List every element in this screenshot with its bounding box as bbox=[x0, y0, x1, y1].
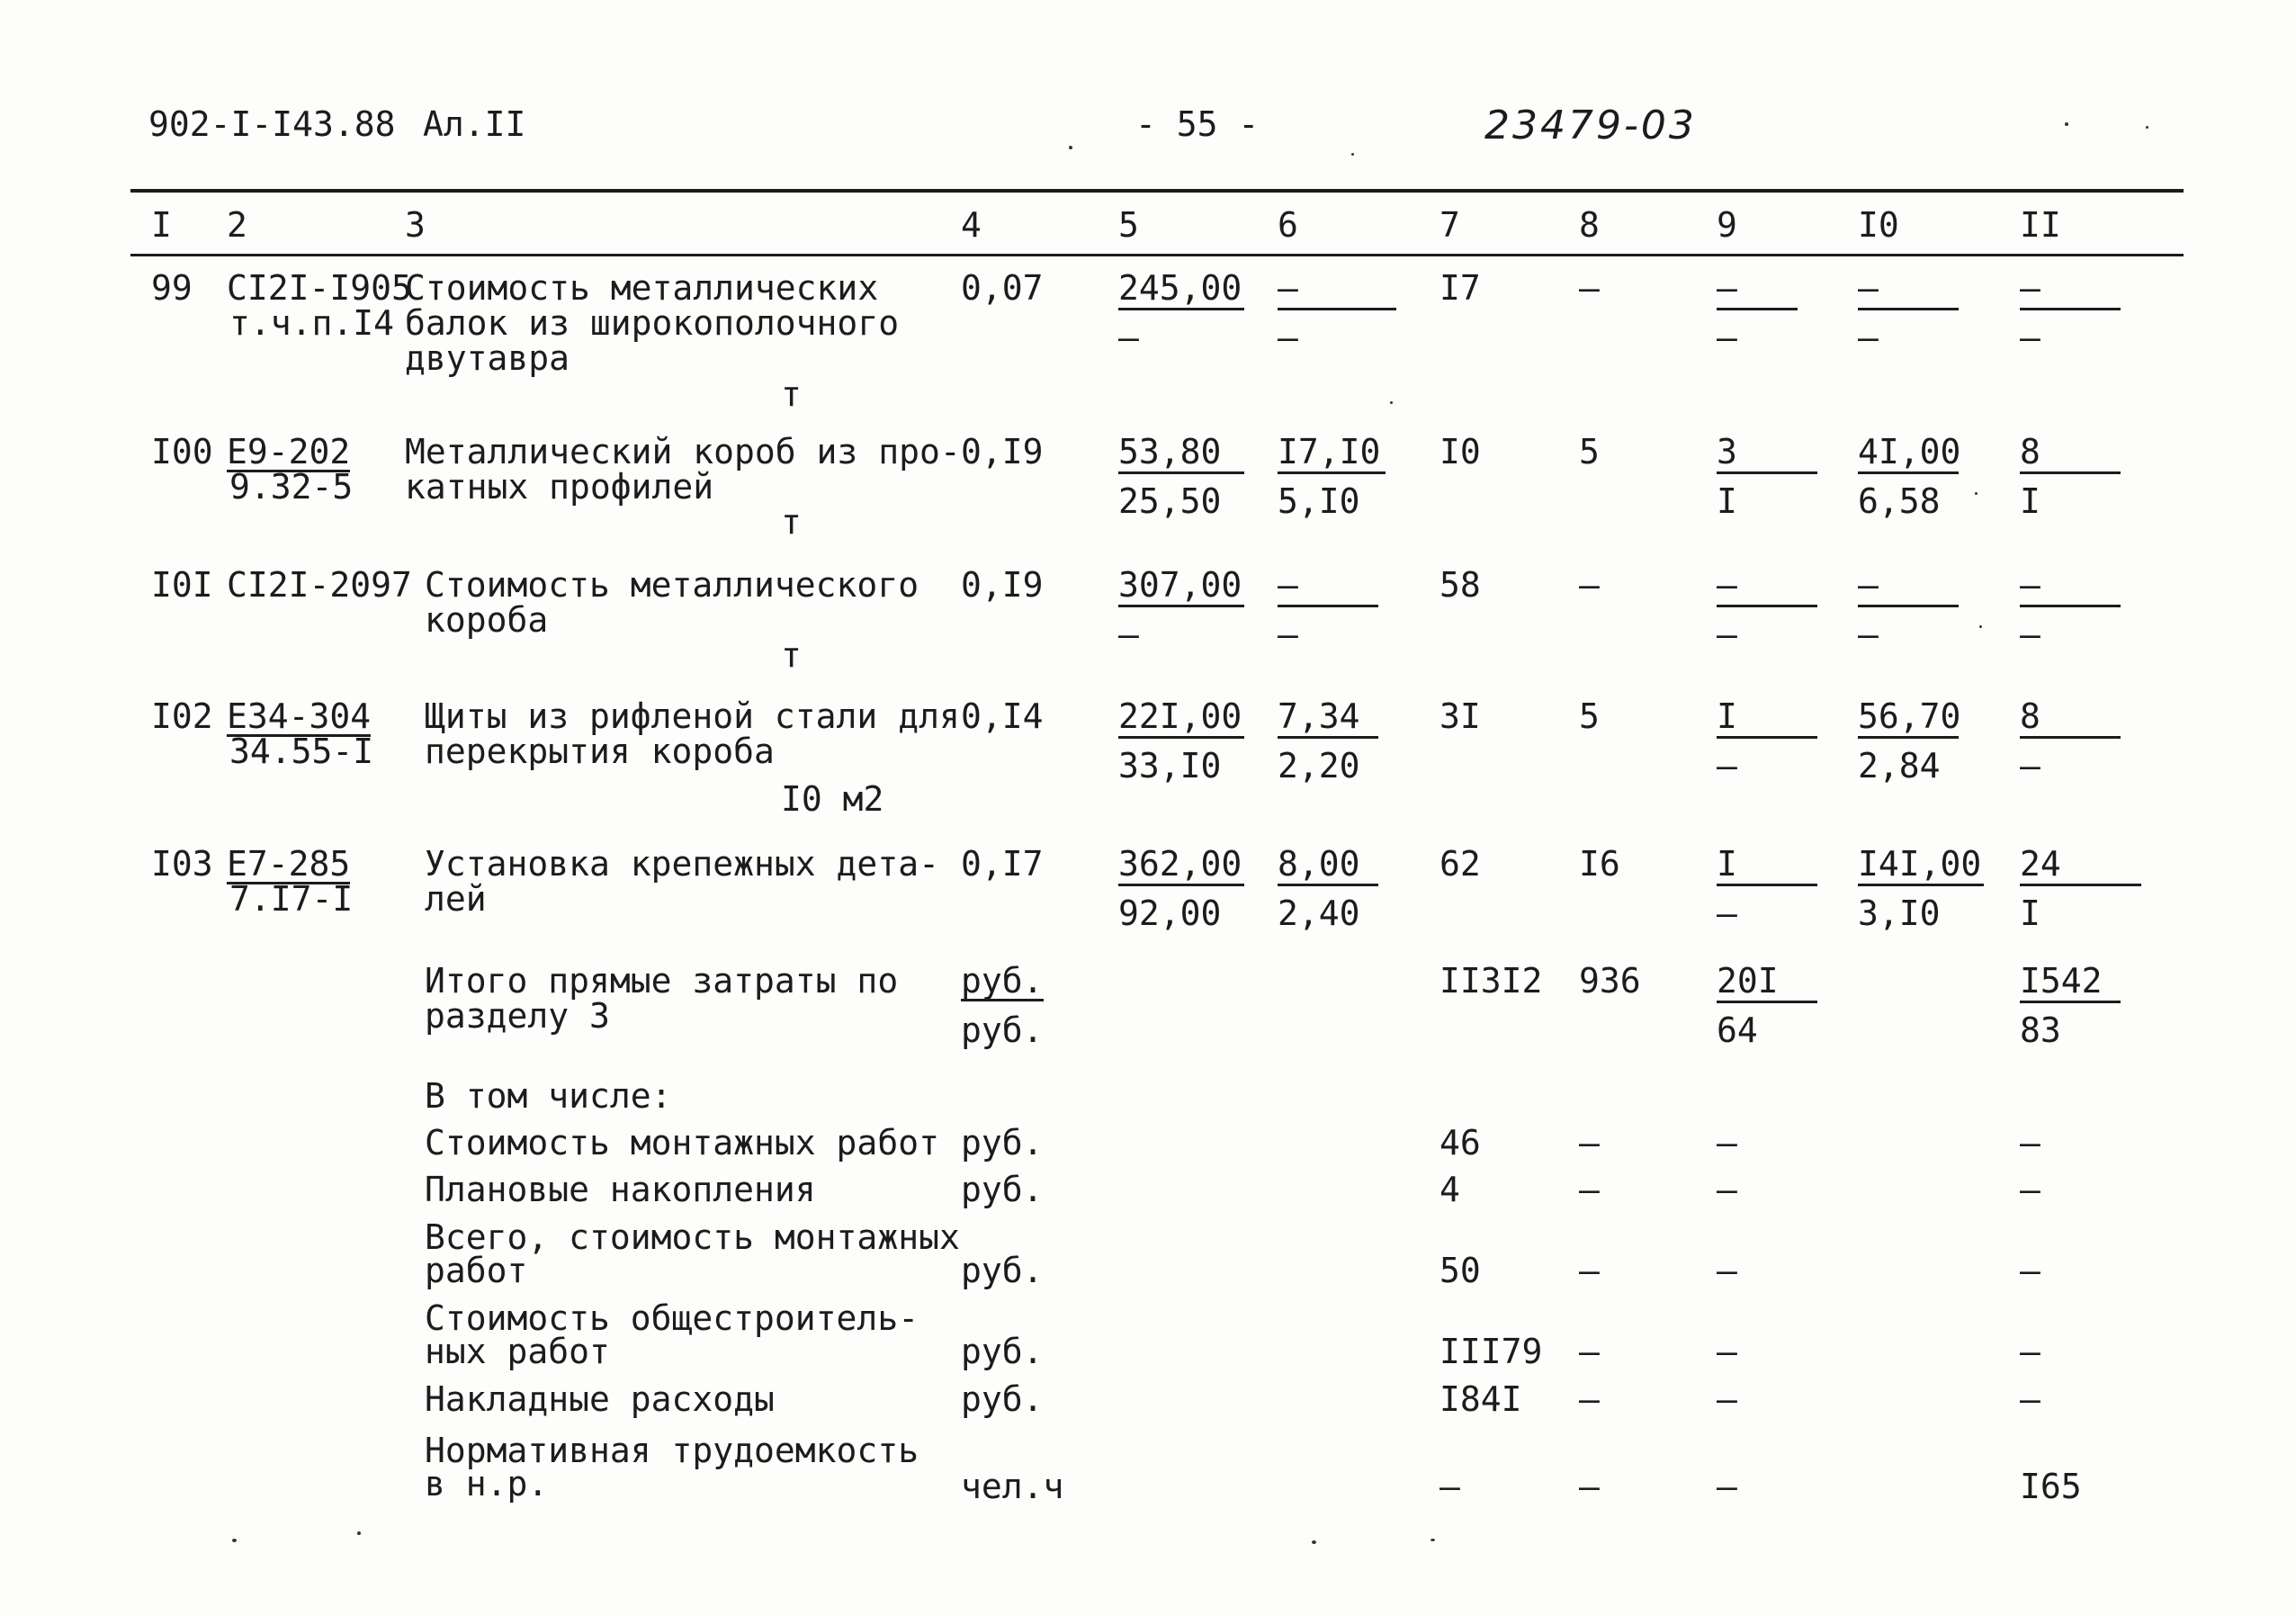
row-description: Стоимость металлического bbox=[425, 565, 919, 605]
row-quantity: 0,I7 bbox=[961, 844, 1044, 884]
total-col7: II3I2 bbox=[1439, 961, 1543, 1001]
cell-col8: 5 bbox=[1579, 432, 1600, 471]
cell-col6: $\frac{8,00}{2,40}$ bbox=[1278, 846, 1378, 931]
summary-col8: – bbox=[1579, 1467, 1600, 1506]
summary-col11: I65 bbox=[2020, 1467, 2082, 1506]
album-label: Ал.II bbox=[423, 104, 526, 144]
row-description: балок из широкополочного bbox=[405, 303, 900, 343]
col-header-8: 8 bbox=[1579, 205, 1600, 245]
cell-col8: 5 bbox=[1579, 696, 1600, 736]
cell-col5: 307,00 – bbox=[1118, 567, 1244, 652]
cell-col7: 58 bbox=[1439, 565, 1481, 605]
cell-col9: I – bbox=[1717, 846, 1817, 931]
summary-unit: руб. bbox=[961, 1379, 1044, 1419]
summary-col9: – bbox=[1717, 1467, 1737, 1506]
row-unit: т bbox=[781, 502, 802, 542]
scan-speck bbox=[2065, 122, 2068, 126]
col-header-3: 3 bbox=[405, 205, 426, 245]
table-header-rule bbox=[130, 254, 2184, 256]
total-description: Итого прямые затраты по bbox=[425, 961, 899, 1001]
summary-col7: 46 bbox=[1439, 1123, 1481, 1163]
scan-speck bbox=[1390, 401, 1393, 404]
cell-col11: 8 – bbox=[2020, 698, 2121, 784]
cell-col7: 62 bbox=[1439, 844, 1481, 884]
scan-speck bbox=[1312, 1540, 1316, 1544]
summary-col9: – bbox=[1717, 1332, 1737, 1371]
row-quantity: 0,I4 bbox=[961, 696, 1044, 736]
summary-col7: 50 bbox=[1439, 1251, 1481, 1290]
cell-col7: 3I bbox=[1439, 696, 1481, 736]
cell-col9: I – bbox=[1717, 698, 1817, 784]
row-quantity: 0,I9 bbox=[961, 432, 1044, 471]
summary-col9: – bbox=[1717, 1170, 1737, 1209]
row-description: лей bbox=[425, 879, 487, 919]
summary-col11: – bbox=[2020, 1379, 2040, 1419]
row-code-ref: 7.I7-I bbox=[229, 879, 354, 919]
row-unit: т bbox=[781, 374, 802, 414]
total-description: разделу 3 bbox=[425, 996, 610, 1036]
cell-col8: – bbox=[1579, 565, 1600, 605]
scan-speck bbox=[1979, 625, 1982, 628]
row-number: I00 bbox=[151, 432, 213, 471]
summary-col7: III79 bbox=[1439, 1332, 1543, 1371]
scan-speck bbox=[1975, 492, 1978, 495]
scan-speck bbox=[1351, 153, 1354, 156]
row-code: Е7-285 bbox=[227, 844, 351, 884]
row-description: Стоимость металлических bbox=[405, 268, 879, 308]
row-code-ref: 9.32-5 bbox=[229, 467, 354, 507]
total-unit: руб. bbox=[961, 961, 1044, 1001]
cell-col5: $\frac{22I,00}{33,I0}$ bbox=[1118, 698, 1244, 784]
summary-col11: – bbox=[2020, 1332, 2040, 1371]
summary-col8: – bbox=[1579, 1123, 1600, 1163]
row-description: Щиты из рифленой стали для bbox=[425, 696, 960, 736]
cell-col6: $\frac{7,34}{2,20}$ bbox=[1278, 698, 1378, 784]
row-quantity: 0,07 bbox=[961, 268, 1044, 308]
col-header-4: 4 bbox=[961, 205, 982, 245]
cell-col9: – – bbox=[1717, 567, 1817, 652]
row-code: CI2I-2097 bbox=[227, 565, 412, 605]
cell-col11: $\frac{8}{I}$ bbox=[2020, 434, 2121, 519]
cell-col11: – – bbox=[2020, 270, 2121, 355]
cell-col5: $\frac{53,80}{25,50}$ bbox=[1118, 434, 1244, 519]
summary-col7: I84I bbox=[1439, 1379, 1522, 1419]
row-code-ref: 34.55-I bbox=[229, 732, 374, 771]
cell-col10: – – bbox=[1858, 567, 1959, 652]
col-header-9: 9 bbox=[1717, 205, 1737, 245]
summary-col9: – bbox=[1717, 1251, 1737, 1290]
summary-unit: руб. bbox=[961, 1123, 1044, 1163]
summary-unit: руб. bbox=[961, 1332, 1044, 1371]
total-col8: 936 bbox=[1579, 961, 1641, 1001]
total-unit: руб. bbox=[961, 1010, 1044, 1050]
summary-unit: чел.ч bbox=[961, 1467, 1064, 1506]
row-description: Металлический короб из про- bbox=[405, 432, 961, 471]
cell-col5: $\frac{362,00}{92,00}$ bbox=[1118, 846, 1244, 931]
summary-description: Стоимость монтажных работ bbox=[425, 1123, 939, 1163]
col-header-10: I0 bbox=[1858, 205, 1899, 245]
cell-col9: – – bbox=[1717, 270, 1798, 355]
summary-col8: – bbox=[1579, 1170, 1600, 1209]
summary-unit: руб. bbox=[961, 1170, 1044, 1209]
row-description: катных профилей bbox=[405, 467, 714, 507]
doc-code: 902-I-I43.88 bbox=[148, 104, 396, 144]
page-number: - 55 - bbox=[1135, 104, 1260, 144]
row-code: Е9-202 bbox=[227, 432, 351, 471]
cell-col10: – – bbox=[1858, 270, 1959, 355]
summary-description: работ bbox=[425, 1251, 528, 1290]
summary-col7: 4 bbox=[1439, 1170, 1460, 1209]
summary-description: Накладные расходы bbox=[425, 1379, 775, 1419]
cell-col5: 245,00 – bbox=[1118, 270, 1244, 355]
row-description: двутавра bbox=[405, 338, 570, 378]
summary-description: ных работ bbox=[425, 1332, 610, 1371]
col-header-2: 2 bbox=[227, 205, 247, 245]
row-quantity: 0,I9 bbox=[961, 565, 1044, 605]
summary-col7: – bbox=[1439, 1467, 1460, 1506]
scan-speck bbox=[357, 1531, 361, 1535]
cell-col8: – bbox=[1579, 268, 1600, 308]
row-code: Е34-304 bbox=[227, 696, 372, 736]
row-unit: т bbox=[781, 635, 802, 675]
cell-col10: $\frac{4I,00}{6,58}$ bbox=[1858, 432, 1961, 521]
col-header-1: I bbox=[151, 205, 172, 245]
cell-col7: I7 bbox=[1439, 268, 1481, 308]
col-header-7: 7 bbox=[1439, 205, 1460, 245]
including-label: В том числе: bbox=[425, 1076, 672, 1116]
total-col11: $\frac{I542}{83}$ bbox=[2020, 963, 2121, 1048]
summary-col11: – bbox=[2020, 1123, 2040, 1163]
row-code: CI2I-I905 bbox=[227, 268, 412, 308]
total-col9: $\frac{20I}{64}$ bbox=[1717, 963, 1817, 1048]
cell-col11: – – bbox=[2020, 567, 2121, 652]
row-description: короба bbox=[425, 600, 549, 640]
row-description: перекрытия короба bbox=[425, 732, 775, 771]
summary-col8: – bbox=[1579, 1379, 1600, 1419]
cell-col10: $\frac{I4I,00}{3,I0}$ bbox=[1858, 846, 1984, 931]
handwritten-number: 23479-03 bbox=[1484, 103, 1697, 148]
summary-description: в н.р. bbox=[425, 1464, 549, 1504]
row-number: I02 bbox=[151, 696, 213, 736]
cell-col6: $\frac{I7,I0}{5,I0}$ bbox=[1278, 434, 1386, 519]
summary-col9: – bbox=[1717, 1123, 1737, 1163]
row-description: Установка крепежных дета- bbox=[425, 844, 939, 884]
cell-col8: I6 bbox=[1579, 844, 1620, 884]
summary-description: Плановые накопления bbox=[425, 1170, 816, 1209]
summary-col11: – bbox=[2020, 1251, 2040, 1290]
summary-col8: – bbox=[1579, 1332, 1600, 1371]
summary-description: Стоимость общестроитель- bbox=[425, 1298, 919, 1338]
row-unit: I0 м2 bbox=[781, 779, 884, 819]
col-header-5: 5 bbox=[1118, 205, 1139, 245]
row-code-ref: т.ч.п.I4 bbox=[229, 303, 395, 343]
row-number: I0I bbox=[151, 565, 213, 605]
summary-col9: – bbox=[1717, 1379, 1737, 1419]
summary-description: Нормативная трудоемкость bbox=[425, 1431, 919, 1470]
cell-col10: $\frac{56,70}{2,84}$ bbox=[1858, 696, 1961, 786]
cell-col7: I0 bbox=[1439, 432, 1481, 471]
row-number: 99 bbox=[151, 268, 193, 308]
scan-speck bbox=[1431, 1539, 1435, 1541]
cell-col6: – – bbox=[1278, 567, 1378, 652]
col-header-6: 6 bbox=[1278, 205, 1298, 245]
summary-description: Всего, стоимость монтажных bbox=[425, 1217, 960, 1257]
summary-col11: – bbox=[2020, 1170, 2040, 1209]
scan-speck bbox=[1069, 146, 1072, 149]
scan-speck bbox=[232, 1539, 237, 1542]
row-number: I03 bbox=[151, 844, 213, 884]
summary-col8: – bbox=[1579, 1251, 1600, 1290]
summary-unit: руб. bbox=[961, 1251, 1044, 1290]
cell-col9: $\frac{3}{I}$ bbox=[1717, 434, 1817, 519]
scan-speck bbox=[2146, 126, 2148, 129]
cell-col6: – – bbox=[1278, 270, 1396, 355]
col-header-11: II bbox=[2020, 205, 2061, 245]
table-top-rule bbox=[130, 189, 2184, 193]
cell-col11: $\frac{24}{I}$ bbox=[2020, 846, 2141, 931]
